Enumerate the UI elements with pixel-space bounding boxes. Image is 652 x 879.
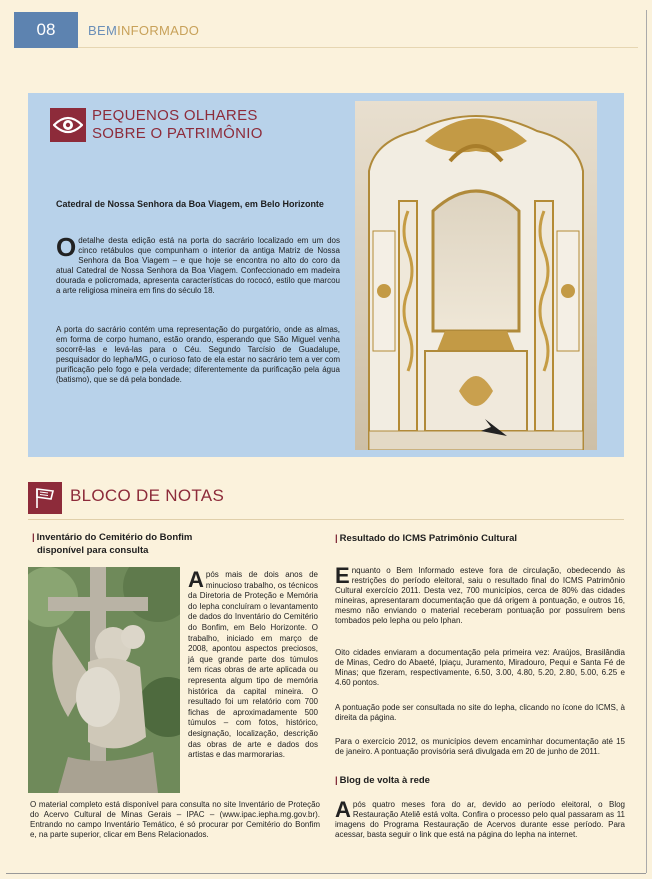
photo-caption: Catedral de Nossa Senhora da Boa Viagem, em Belo Horizonte bbox=[56, 199, 324, 209]
article1-title bbox=[32, 531, 262, 557]
article2-paragraph-1-text: nquanto o Bem Informado esteve fora de circulação, obedecendo às restrições do período eleitoral, saiu o resultado final do ICMS Patrimônio Cultural exercício 2011. Desta vez, 700 municípios, cerca de 80% das cidades mineiras, apresentaram documentação que dá origem à pontuação, e outros 16, mesmo não enviando o material receberam pontuação por possuírem bens tombados pelo Iepha ou pelo Iphan. bbox=[335, 566, 625, 625]
feature-paragraph-1-text: detalhe desta edição está na porta do sacrário localizado em um dos cinco retábulos que compunham o interior da antiga Matriz de Nossa Senhora da Boa Viagem – e que hoje se encontra no alto do coro da atual Catedral de Nossa Senhora da Boa Viagem. Confeccionado em madeira dourada e policromada, apresenta características do rococó, estilo que marcou a arte religiosa mineira em fins do século 18. bbox=[56, 236, 340, 295]
flag-note-icon bbox=[28, 482, 62, 514]
altar-photo bbox=[355, 101, 597, 450]
article3-title-text: Blog de volta à rede bbox=[339, 775, 430, 786]
section-title-patrimonio bbox=[92, 107, 272, 143]
eye-icon bbox=[50, 108, 86, 142]
article3-dropcap: A bbox=[335, 797, 351, 822]
angel-sculpture-photo bbox=[28, 567, 180, 793]
article2-title-text: Resultado do ICMS Patrimônio Cultural bbox=[339, 533, 518, 544]
section-title-line2: SOBRE O PATRIMÔNIO bbox=[92, 125, 263, 142]
article3-title bbox=[335, 774, 625, 787]
page-number-text: 08 bbox=[36, 20, 56, 39]
section-title-line1: PEQUENOS OLHARES bbox=[92, 107, 258, 124]
article2-paragraph-1 bbox=[335, 563, 625, 626]
article2-dropcap: E bbox=[335, 563, 350, 588]
title-bar-marker: | bbox=[335, 775, 338, 786]
title-part-bem: BEM bbox=[88, 23, 118, 38]
article1-body-text: pós mais de dois anos de minucioso trabalho, os técnicos da Diretoria de Proteção e Memória do Iepha concluíram o levantamento de dados do Inventário do Cemitério do Bonfim, em Belo Horizonte. O trabalho, iniciado em março de 2008, apontou aspectos preciosos, já que grande parte dos túmulos tem ricas obras de arte aplicada ou representa algum tipo de memória histórica da capital mineira. O resultado foi um relatório com 700 fichas de aproximadamente 500 túmulos – com fotos, histórico, designação, localização, descrição das obras de arte e dados dos artistas e das marmorarias. bbox=[188, 570, 318, 760]
article3-body bbox=[335, 797, 625, 840]
article1-title-line1: Inventário do Cemitério do Bonfim bbox=[36, 532, 193, 543]
article1-dropcap: A bbox=[188, 567, 204, 592]
article2-paragraph-3: A pontuação pode ser consultada no site do Iepha, clicando no ícone do ICMS, à direita da página. bbox=[335, 703, 625, 722]
feature-paragraph-1 bbox=[56, 232, 340, 296]
notes-divider bbox=[28, 519, 624, 520]
notes-section-title: BLOCO DE NOTAS bbox=[70, 486, 225, 505]
page-bottom-border bbox=[6, 873, 646, 874]
dropcap: O bbox=[56, 232, 77, 262]
article2-title bbox=[335, 532, 625, 545]
article1-footer: O material completo está disponível para consulta no site Inventário de Proteção do Acervo Cultural de Minas Gerais – IPAC – (www.ipac.iepha.mg.gov.br). Entrando no campo Inventário Temático, é só procurar por Cemitério do Bonfim e, na parte superior, clicar em Bens Relacionados. bbox=[30, 800, 320, 839]
title-part-informado: INFORMADO bbox=[117, 23, 200, 38]
article2-paragraph-4: Para o exercício 2012, os municípios devem encaminhar documentação até 15 de janeiro. A pontuação provisória será divulgada em 20 de junho de 2011. bbox=[335, 737, 625, 756]
article1-body bbox=[188, 567, 318, 761]
title-bar-marker: | bbox=[32, 532, 35, 543]
page-right-border bbox=[646, 10, 647, 873]
title-bar-marker: | bbox=[335, 533, 338, 544]
header-divider bbox=[78, 47, 638, 48]
feature-paragraph-2: A porta do sacrário contém uma representação do purgatório, onde as almas, em forma de corpo humano, estão orando, esperando que São Miguel venha socorrê-las e levá-las para o Céu. Segundo Tarcísio de Guadalupe, pesquisador do Iepha/MG, o curioso fato de ela estar no sacrário tem a ver com purificação pelo fogo e pela verdade; diferentemente da purificação pela água (batismo), que se dá pela bondade. bbox=[56, 325, 340, 384]
page-number bbox=[14, 12, 78, 48]
magazine-title bbox=[88, 23, 199, 38]
article2-paragraph-2: Oito cidades enviaram a documentação pela primeira vez: Araújos, Brasilândia de Minas, Cedro do Abaeté, Ipiaçu, Juramento, Miradouro, Pequi e Santa Fé de Minas; que fizeram, respectivamente, 6.50, 3.00, 4.80, 5.20, 2.80, 5.00, 6.25 e 4.60 pontos. bbox=[335, 648, 625, 687]
article1-title-line2: disponível para consulta bbox=[37, 545, 149, 556]
article3-body-text: pós quatro meses fora do ar, devido ao período eleitoral, o Blog Restauração Ateliê está volta. Confira o processo pelo qual passaram as 11 imagens do Programa Restauração de Acervos durante esse período. Para acessar, basta seguir o link que está na página do Iepha na internet. bbox=[335, 800, 625, 839]
